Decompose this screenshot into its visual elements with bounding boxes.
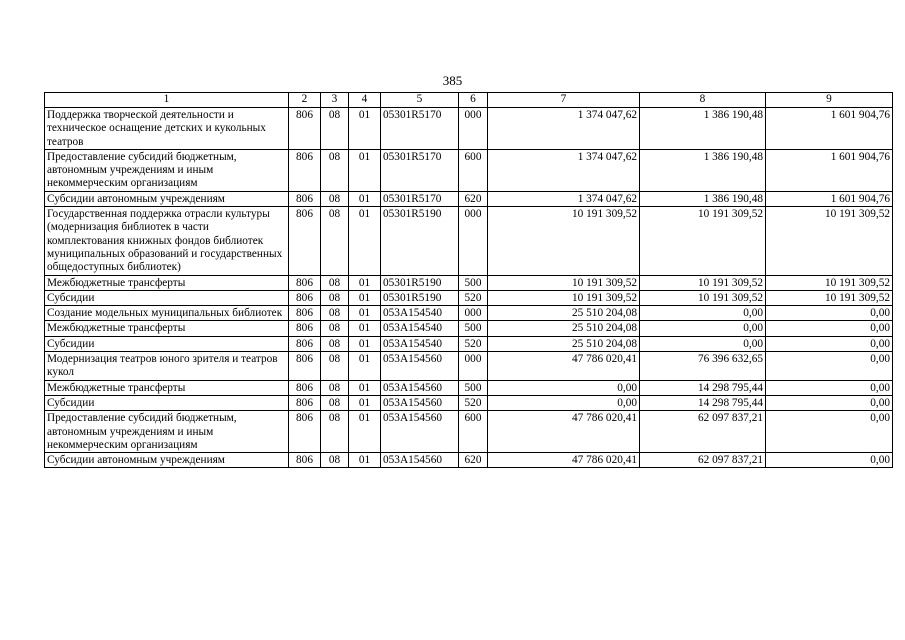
row-expense-type: 500 (459, 321, 488, 336)
row-amount-9: 0,00 (766, 411, 893, 453)
table-row (45, 336, 893, 351)
row-subsection-code: 01 (349, 306, 381, 321)
row-ministry-code: 806 (289, 306, 321, 321)
row-target-article: 05301R5190 (381, 207, 459, 275)
row-subsection-code: 01 (349, 352, 381, 381)
row-subsection-code: 01 (349, 275, 381, 290)
row-expense-type: 520 (459, 395, 488, 410)
row-target-article: 05301R5170 (381, 108, 459, 150)
col-header: 8 (640, 93, 766, 108)
row-target-article: 053A154560 (381, 395, 459, 410)
col-header: 4 (349, 93, 381, 108)
row-amount-9: 0,00 (766, 306, 893, 321)
row-amount-8: 62 097 837,21 (640, 411, 766, 453)
table-row (45, 290, 893, 305)
row-name: Модернизация театров юного зрителя и театров кукол (45, 352, 289, 381)
row-amount-9: 1 601 904,76 (766, 149, 893, 191)
row-target-article: 05301R5190 (381, 290, 459, 305)
row-amount-9: 0,00 (766, 352, 893, 381)
row-expense-type: 000 (459, 306, 488, 321)
row-amount-8: 1 386 190,48 (640, 191, 766, 206)
table-row (45, 411, 893, 453)
row-subsection-code: 01 (349, 207, 381, 275)
row-expense-type: 000 (459, 108, 488, 150)
row-expense-type: 520 (459, 336, 488, 351)
row-section-code: 08 (321, 352, 349, 381)
row-expense-type: 500 (459, 380, 488, 395)
row-name: Предоставление субсидий бюджетным, автономным учреждениям и иным некоммерческим организациям (45, 149, 289, 191)
col-header: 2 (289, 93, 321, 108)
row-amount-7: 0,00 (488, 380, 640, 395)
row-amount-9: 10 191 309,52 (766, 290, 893, 305)
row-name: Поддержка творческой деятельности и техническое оснащение детских и кукольных театров (45, 108, 289, 150)
row-subsection-code: 01 (349, 108, 381, 150)
row-name: Субсидии (45, 336, 289, 351)
row-amount-7: 47 786 020,41 (488, 352, 640, 381)
row-section-code: 08 (321, 275, 349, 290)
row-ministry-code: 806 (289, 108, 321, 150)
row-target-article: 053A154560 (381, 352, 459, 381)
row-name: Межбюджетные трансферты (45, 321, 289, 336)
row-subsection-code: 01 (349, 411, 381, 453)
row-amount-9: 10 191 309,52 (766, 207, 893, 275)
row-amount-8: 10 191 309,52 (640, 275, 766, 290)
table-row (45, 395, 893, 410)
table-row (45, 207, 893, 275)
row-amount-8: 0,00 (640, 321, 766, 336)
row-amount-8: 14 298 795,44 (640, 395, 766, 410)
table-row (45, 352, 893, 381)
row-ministry-code: 806 (289, 207, 321, 275)
row-ministry-code: 806 (289, 395, 321, 410)
table-row (45, 453, 893, 468)
col-header: 1 (45, 93, 289, 108)
row-target-article: 053A154560 (381, 411, 459, 453)
row-ministry-code: 806 (289, 453, 321, 468)
row-section-code: 08 (321, 380, 349, 395)
row-name: Государственная поддержка отрасли культуры (модернизация библиотек в части комплектования книжных фондов библиотек муниципальных образований и государственных общедоступных библиотек) (45, 207, 289, 275)
row-section-code: 08 (321, 149, 349, 191)
row-expense-type: 500 (459, 275, 488, 290)
col-header: 5 (381, 93, 459, 108)
row-section-code: 08 (321, 411, 349, 453)
row-amount-7: 10 191 309,52 (488, 207, 640, 275)
row-amount-9: 0,00 (766, 453, 893, 468)
row-ministry-code: 806 (289, 191, 321, 206)
row-subsection-code: 01 (349, 149, 381, 191)
table-row (45, 306, 893, 321)
row-ministry-code: 806 (289, 411, 321, 453)
row-amount-7: 1 374 047,62 (488, 108, 640, 150)
row-name: Межбюджетные трансферты (45, 380, 289, 395)
page-number: 385 (442, 73, 463, 88)
row-section-code: 08 (321, 336, 349, 351)
row-subsection-code: 01 (349, 453, 381, 468)
budget-table (44, 92, 893, 468)
header-row (45, 93, 893, 108)
row-subsection-code: 01 (349, 290, 381, 305)
table-row (45, 321, 893, 336)
row-subsection-code: 01 (349, 191, 381, 206)
row-section-code: 08 (321, 321, 349, 336)
row-target-article: 053A154540 (381, 336, 459, 351)
row-target-article: 053A154560 (381, 380, 459, 395)
table-row (45, 149, 893, 191)
row-expense-type: 520 (459, 290, 488, 305)
row-expense-type: 620 (459, 191, 488, 206)
row-amount-9: 10 191 309,52 (766, 275, 893, 290)
row-amount-8: 76 396 632,65 (640, 352, 766, 381)
row-target-article: 053A154540 (381, 321, 459, 336)
row-target-article: 053A154540 (381, 306, 459, 321)
row-subsection-code: 01 (349, 395, 381, 410)
row-amount-9: 0,00 (766, 380, 893, 395)
row-name: Предоставление субсидий бюджетным, автономным учреждениям и иным некоммерческим организациям (45, 411, 289, 453)
row-expense-type: 000 (459, 207, 488, 275)
row-ministry-code: 806 (289, 380, 321, 395)
row-subsection-code: 01 (349, 336, 381, 351)
row-amount-7: 47 786 020,41 (488, 453, 640, 468)
col-header: 3 (321, 93, 349, 108)
row-expense-type: 600 (459, 149, 488, 191)
row-ministry-code: 806 (289, 149, 321, 191)
row-target-article: 053A154560 (381, 453, 459, 468)
row-expense-type: 600 (459, 411, 488, 453)
row-target-article: 05301R5190 (381, 275, 459, 290)
row-name: Межбюджетные трансферты (45, 275, 289, 290)
row-ministry-code: 806 (289, 321, 321, 336)
row-ministry-code: 806 (289, 336, 321, 351)
row-amount-7: 1 374 047,62 (488, 149, 640, 191)
row-amount-8: 0,00 (640, 306, 766, 321)
row-section-code: 08 (321, 108, 349, 150)
row-amount-7: 25 510 204,08 (488, 306, 640, 321)
table-row (45, 191, 893, 206)
row-section-code: 08 (321, 395, 349, 410)
row-amount-8: 1 386 190,48 (640, 108, 766, 150)
row-amount-9: 0,00 (766, 336, 893, 351)
row-amount-9: 1 601 904,76 (766, 108, 893, 150)
row-amount-8: 14 298 795,44 (640, 380, 766, 395)
col-header: 9 (766, 93, 893, 108)
row-name: Субсидии (45, 395, 289, 410)
row-amount-9: 1 601 904,76 (766, 191, 893, 206)
row-section-code: 08 (321, 207, 349, 275)
row-section-code: 08 (321, 306, 349, 321)
row-amount-8: 0,00 (640, 336, 766, 351)
row-ministry-code: 806 (289, 275, 321, 290)
row-amount-7: 25 510 204,08 (488, 336, 640, 351)
row-subsection-code: 01 (349, 321, 381, 336)
row-amount-7: 25 510 204,08 (488, 321, 640, 336)
row-amount-8: 10 191 309,52 (640, 207, 766, 275)
row-amount-7: 10 191 309,52 (488, 290, 640, 305)
row-amount-7: 47 786 020,41 (488, 411, 640, 453)
row-amount-8: 10 191 309,52 (640, 290, 766, 305)
row-subsection-code: 01 (349, 380, 381, 395)
row-name: Субсидии автономным учреждениям (45, 191, 289, 206)
row-amount-8: 62 097 837,21 (640, 453, 766, 468)
row-expense-type: 000 (459, 352, 488, 381)
row-name: Субсидии автономным учреждениям (45, 453, 289, 468)
row-amount-9: 0,00 (766, 395, 893, 410)
table-body (45, 108, 893, 468)
row-target-article: 05301R5170 (381, 149, 459, 191)
row-amount-7: 1 374 047,62 (488, 191, 640, 206)
row-amount-7: 0,00 (488, 395, 640, 410)
row-amount-7: 10 191 309,52 (488, 275, 640, 290)
row-section-code: 08 (321, 453, 349, 468)
row-ministry-code: 806 (289, 352, 321, 381)
row-section-code: 08 (321, 191, 349, 206)
col-header: 7 (488, 93, 640, 108)
row-target-article: 05301R5170 (381, 191, 459, 206)
row-amount-8: 1 386 190,48 (640, 149, 766, 191)
row-name: Создание модельных муниципальных библиотек (45, 306, 289, 321)
table-row (45, 380, 893, 395)
row-name: Субсидии (45, 290, 289, 305)
table-row (45, 275, 893, 290)
row-section-code: 08 (321, 290, 349, 305)
row-expense-type: 620 (459, 453, 488, 468)
row-ministry-code: 806 (289, 290, 321, 305)
row-amount-9: 0,00 (766, 321, 893, 336)
col-header: 6 (459, 93, 488, 108)
table-row (45, 108, 893, 150)
